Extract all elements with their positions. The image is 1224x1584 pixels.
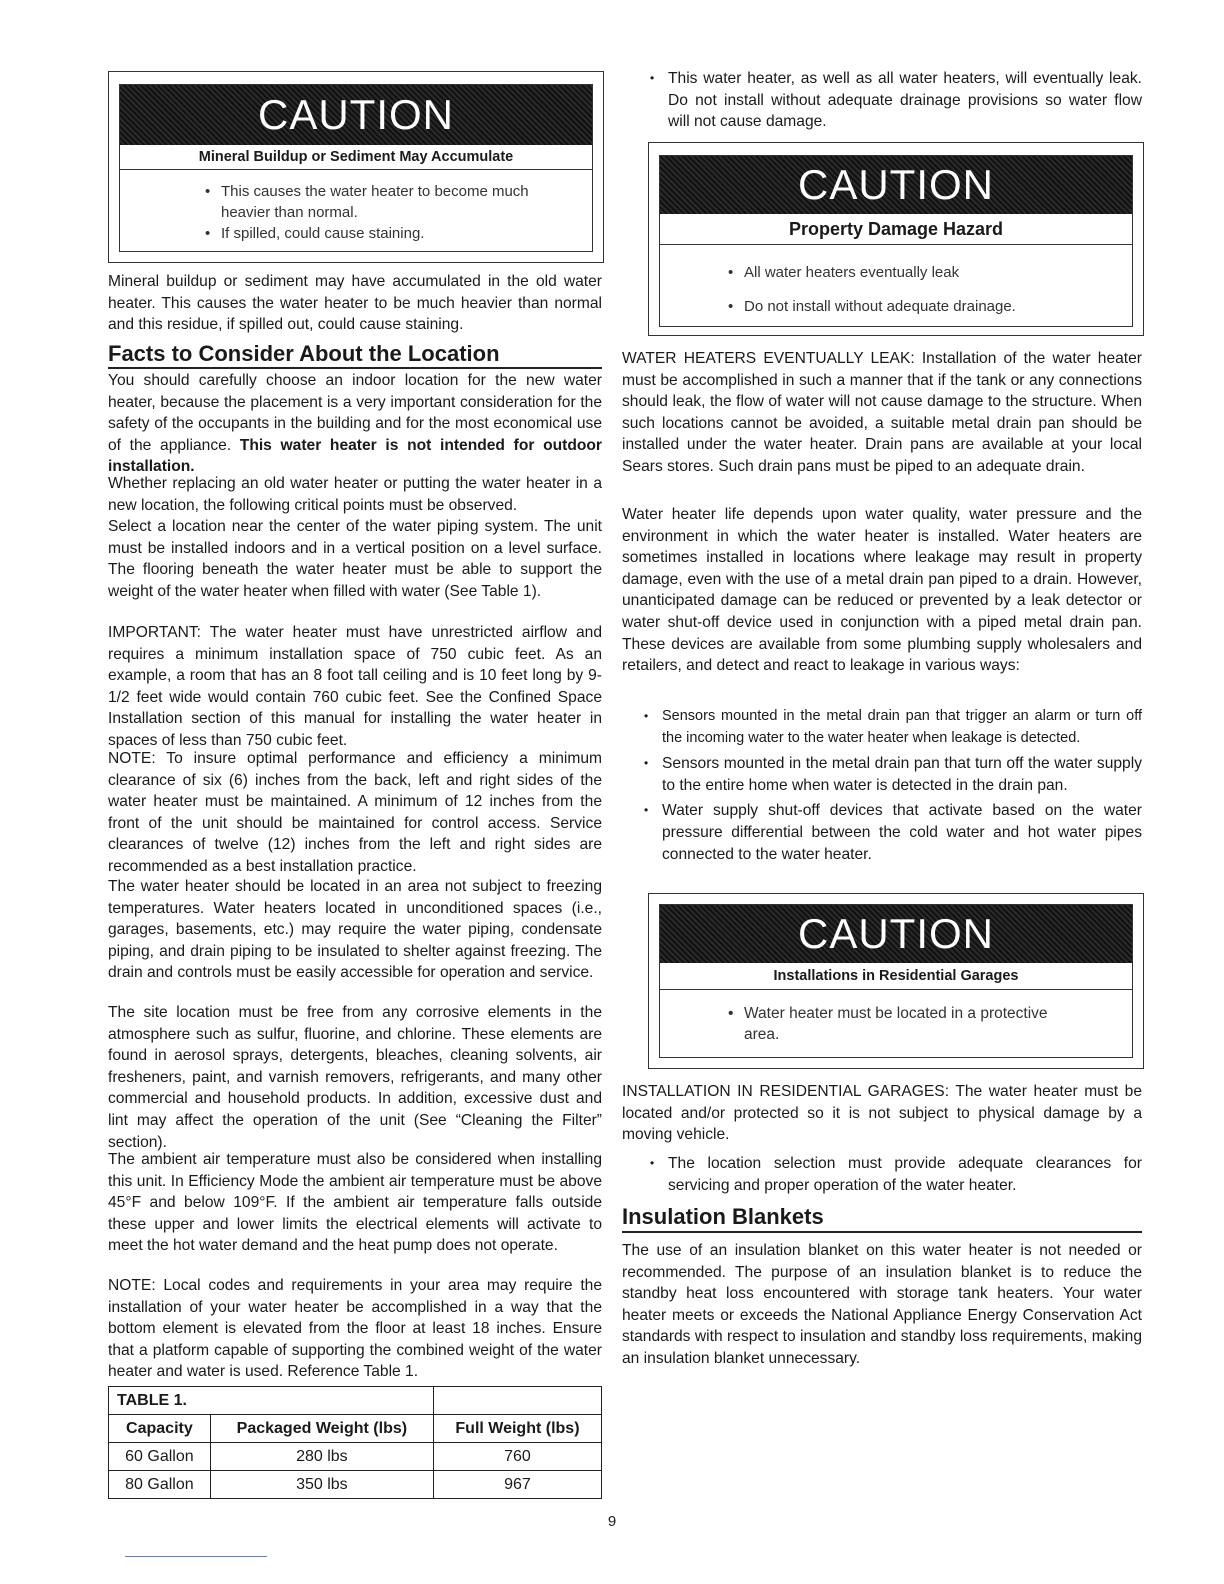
list-item: • The location selection must provide adequate clearances for servicing and proper operation of the water heater.: [650, 1153, 1142, 1196]
caution-subtitle: Mineral Buildup or Sediment May Accumulate: [120, 145, 592, 170]
insulation-heading: Insulation Blankets: [622, 1204, 824, 1229]
list-item: • Sensors mounted in the metal drain pan that trigger an alarm or turn off the incoming water to the water heater when leakage is detected.: [644, 706, 1142, 749]
caution-subtitle: Property Damage Hazard: [660, 214, 1132, 245]
note-clearance-paragraph: NOTE: To insure optimal performance and efficiency a minimum clearance of six (6) inches from the back, left and right sides of the water heater must be maintained. A minimum of 12 inches from the front of the unit should be maintained for control access. Service clearances of twelve (12) inches from the left and right sides are recommended as a best installation practice.: [108, 750, 602, 875]
table-caption-blank: [433, 1387, 601, 1415]
caution-banner: CAUTION: [660, 905, 1132, 963]
caution-box-mineral: [108, 71, 604, 263]
leak-paragraph: WATER HEATERS EVENTUALLY LEAK: Installation of the water heater must be accomplished in such a manner that if the tank or any connections should leak, the flow of water will not cause damage to the structure. When such locations cannot be avoided, a suitable metal drain pan should be installed under the water heater. Drain pans are available at your local Sears stores. Such drain pans must be piped to an adequate drain.: [622, 350, 1142, 475]
table-cell: 350 lbs: [210, 1471, 433, 1499]
table-header-capacity: Capacity: [109, 1415, 211, 1443]
heading-rule: [108, 367, 602, 369]
caution-bullet: • All water heaters eventually leak: [728, 256, 1108, 290]
table-row: [109, 1443, 602, 1471]
heading-rule: [622, 1231, 1142, 1233]
table-header-full: Full Weight (lbs): [433, 1415, 601, 1443]
caution-bullet: • Do not install without adequate drainage.: [728, 290, 1108, 324]
weight-table: [108, 1386, 602, 1499]
caution-bullets: [728, 1003, 1068, 1045]
table-cell: 280 lbs: [210, 1443, 433, 1471]
caution-box-garage: [648, 893, 1144, 1069]
location-paragraph: [108, 370, 602, 478]
garage-bullet-list: [650, 1153, 1142, 1196]
table-cell: 60 Gallon: [109, 1443, 211, 1471]
select-paragraph: Select a location near the center of the water piping system. The unit must be installed indoors and in a vertical position on a level surface. The flooring beneath the water heater must be able to support the weight of the water heater when filled with water (See Table 1).: [108, 518, 602, 600]
caution-bullet: • Water heater must be located in a protective area.: [728, 1003, 1068, 1045]
table-cell: 80 Gallon: [109, 1471, 211, 1499]
list-item: • Water supply shut-off devices that activate based on the water pressure differential between the cold water and hot water pipes connected to the water heater.: [644, 800, 1142, 865]
table-row: [109, 1471, 602, 1499]
caution-inner-border: [119, 84, 593, 252]
caution-banner: CAUTION: [660, 156, 1132, 214]
garage-paragraph: INSTALLATION IN RESIDENTIAL GARAGES: The water heater must be located and/or protected so it is not subject to physical damage by a moving vehicle.: [622, 1083, 1142, 1144]
insulation-paragraph: The use of an insulation blanket on this water heater is not needed or recommended. The purpose of an insulation blanket is to reduce the standby heat loss encountered with storage tank heaters. Your water heater meets or exceeds the National Appliance Energy Conservation Act standards with respect to insulation and standby loss requirements, making an insulation blanket unnecessary.: [622, 1242, 1142, 1367]
page-number: 9: [607, 1513, 617, 1530]
location-heading: Facts to Consider About the Location: [108, 341, 500, 366]
table-cell: 967: [433, 1471, 601, 1499]
footer-line: [125, 1556, 267, 1557]
caution-inner-border: [659, 155, 1133, 327]
table-caption: TABLE 1.: [109, 1387, 434, 1415]
caution-banner: CAUTION: [120, 85, 592, 145]
location-text: You should carefully choose an indoor location for the new water heater, because the placement is a very important consideration for the safety of the occupants in the building and for the most economical use of the appliance.: [108, 372, 602, 454]
freezing-paragraph: The water heater should be located in an area not subject to freezing temperatures. Water heaters located in unconditioned spaces (i.e., garages, basements, etc.) may require the water piping, condensate piping, and drain piping to be insulated to shelter against freezing. The drain and controls must be easily accessible for operation and service.: [108, 878, 602, 982]
list-item: • Sensors mounted in the metal drain pan that turn off the water supply to the entire home when water is detected in the drain pan.: [644, 753, 1142, 796]
corrosive-paragraph: The site location must be free from any corrosive elements in the atmosphere such as sulfur, fluorine, and chlorine. These elements are found in aerosol sprays, detergents, bleaches, cleaning solvents, air fresheners, paint, and varnish removers, refrigerants, and many other commercial and household products. In addition, excessive dust and lint may affect the operation of the unit (See “Cleaning the Filter” section).: [108, 1004, 602, 1151]
important-paragraph: IMPORTANT: The water heater must have unrestricted airflow and requires a minimum installation space of 750 cubic feet. As an example, a room that has an 8 foot tall ceiling and is 10 feet long by 9-1/2 feet wide would contain 760 cubic feet. See the Confined Space Installation section of this manual for installing the water heater in spaces of less than 750 cubic feet.: [108, 624, 602, 749]
table-header-packaged: Packaged Weight (lbs): [210, 1415, 433, 1443]
life-paragraph: Water heater life depends upon water quality, water pressure and the environment in which the water heater is installed. Water heaters are sometimes installed in locations where leakage may result in property damage, even with the use of a metal drain pan piped to a drain. However, unanticipated damage can be reduced or prevented by a leak detector or water shut-off device used in conjunction with a piped metal drain pan. These devices are available from some plumbing supply wholesalers and retailers, and detect and react to leakage in various ways:: [622, 506, 1142, 675]
replacing-paragraph: Whether replacing an old water heater or putting the water heater in a new location, the following critical points must be observed.: [108, 475, 602, 514]
caution-bullets: [728, 256, 1108, 324]
caution-box-property: [648, 142, 1144, 336]
caution-bullet: • This causes the water heater to become much heavier than normal.: [205, 181, 535, 223]
top-bullet-list: [650, 68, 1142, 133]
list-item: • This water heater, as well as all water heaters, will eventually leak. Do not install without adequate drainage provisions so water flow will not cause damage.: [650, 68, 1142, 133]
ambient-paragraph: The ambient air temperature must also be considered when installing this unit. In Efficiency Mode the ambient air temperature must be above 45°F and below 109°F. If the ambient air temperature falls outside these upper and lower limits the electrical elements will activate to meet the hot water demand and the heat pump does not operate.: [108, 1151, 602, 1255]
table-cell: 760: [433, 1443, 601, 1471]
caution-subtitle: Installations in Residential Garages: [660, 963, 1132, 990]
caution-inner-border: [659, 904, 1133, 1058]
caution-bullet: • If spilled, could cause staining.: [205, 223, 535, 244]
mineral-paragraph: Mineral buildup or sediment may have accumulated in the old water heater. This causes the water heater to be much heavier than normal and this residue, if spilled out, could cause staining.: [108, 273, 602, 334]
outdoor-warning: This water heater is not intended for outdoor installation.: [108, 436, 602, 476]
sensor-bullet-list: [644, 706, 1142, 865]
note-elevation-paragraph: NOTE: Local codes and requirements in your area may require the installation of your water heater be accomplished in a way that the bottom element is elevated from the floor at least 18 inches. Ensure that a platform capable of supporting the combined weight of the water heater and water is used. Reference Table 1.: [108, 1277, 602, 1381]
caution-bullets: [205, 181, 535, 244]
